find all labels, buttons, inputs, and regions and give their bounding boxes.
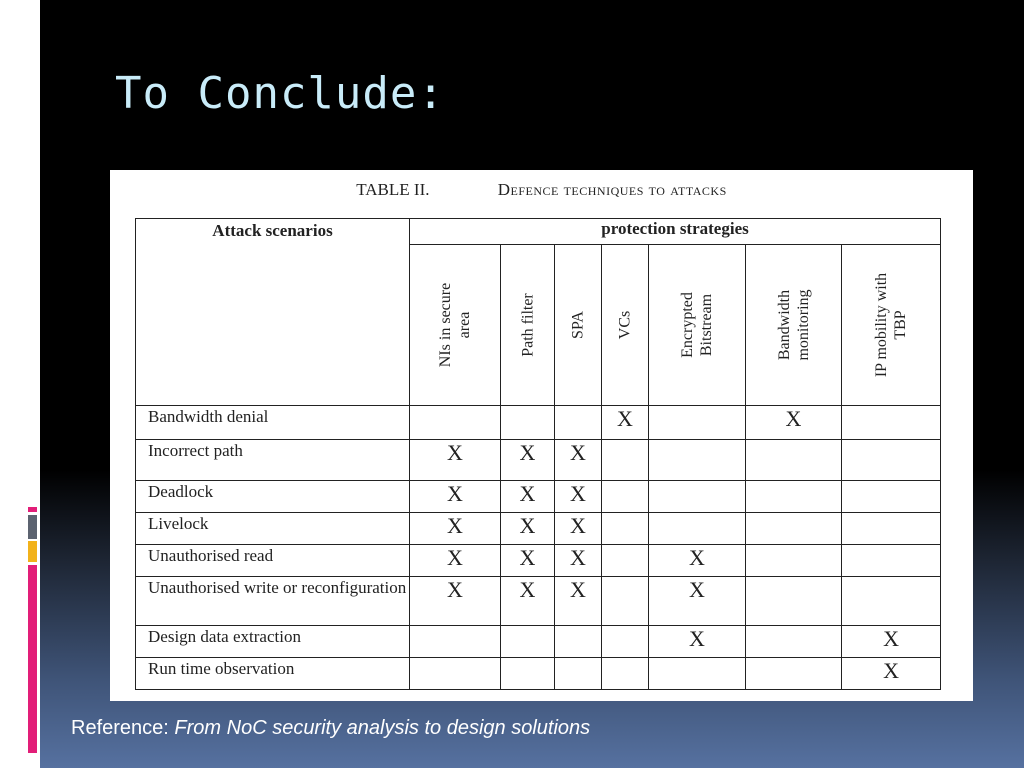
table-cell-mark bbox=[602, 545, 649, 577]
attack-scenario-label: Unauthorised read bbox=[136, 545, 410, 577]
table-cell-mark bbox=[501, 658, 555, 690]
table-cell-mark: X bbox=[410, 513, 501, 545]
table-row bbox=[136, 545, 941, 577]
table-cell-mark bbox=[649, 406, 746, 440]
protection-strategies-header: protection strategies bbox=[410, 219, 941, 245]
table-caption-title: Defence techniques to attacks bbox=[497, 180, 727, 199]
table-cell-mark bbox=[746, 481, 842, 513]
table-cell-mark: X bbox=[555, 513, 602, 545]
table-cell-mark bbox=[555, 406, 602, 440]
table-cell-mark bbox=[410, 658, 501, 690]
attack-scenario-label: Bandwidth denial bbox=[136, 406, 410, 440]
table-cell-mark bbox=[842, 440, 941, 481]
table-cell-mark: X bbox=[501, 440, 555, 481]
table-caption-number: TABLE II. bbox=[356, 180, 430, 199]
table-cell-mark bbox=[555, 626, 602, 658]
strategy-column-header bbox=[410, 245, 501, 406]
table-row bbox=[136, 577, 941, 626]
defence-table bbox=[135, 218, 941, 690]
attack-scenario-label: Deadlock bbox=[136, 481, 410, 513]
attack-scenario-label: Incorrect path bbox=[136, 440, 410, 481]
table-cell-mark bbox=[649, 440, 746, 481]
reference-label: Reference: bbox=[71, 717, 169, 739]
attack-scenario-label: Livelock bbox=[136, 513, 410, 545]
reference-line bbox=[71, 717, 590, 740]
table-cell-mark: X bbox=[842, 658, 941, 690]
table-cell-mark bbox=[501, 626, 555, 658]
strategy-column-header bbox=[501, 245, 555, 406]
table-row bbox=[136, 513, 941, 545]
strategy-column-header bbox=[649, 245, 746, 406]
slide-title: To Conclude: bbox=[115, 68, 445, 119]
table-cell-mark: X bbox=[649, 545, 746, 577]
table-cell-mark: X bbox=[555, 440, 602, 481]
table-cell-mark bbox=[842, 545, 941, 577]
table-caption bbox=[110, 180, 973, 200]
table-cell-mark: X bbox=[746, 406, 842, 440]
table-cell-mark bbox=[842, 481, 941, 513]
table-cell-mark bbox=[746, 626, 842, 658]
strategy-column-label: Path filter bbox=[519, 293, 536, 357]
strategy-column-header bbox=[746, 245, 842, 406]
table-cell-mark bbox=[602, 440, 649, 481]
accent-bar-gray bbox=[28, 515, 37, 539]
table-cell-mark bbox=[602, 481, 649, 513]
reference-title: From NoC security analysis to design solutions bbox=[174, 717, 591, 739]
table-cell-mark bbox=[602, 513, 649, 545]
table-row bbox=[136, 406, 941, 440]
attack-scenario-label: Run time observation bbox=[136, 658, 410, 690]
table-cell-mark bbox=[555, 658, 602, 690]
table-cell-mark: X bbox=[555, 481, 602, 513]
table-row bbox=[136, 626, 941, 658]
table-cell-mark bbox=[410, 406, 501, 440]
table-cell-mark bbox=[746, 513, 842, 545]
table-row bbox=[136, 481, 941, 513]
table-cell-mark: X bbox=[410, 481, 501, 513]
table-cell-mark bbox=[842, 406, 941, 440]
table-cell-mark bbox=[746, 658, 842, 690]
table-cell-mark: X bbox=[501, 513, 555, 545]
strategy-column-label: Encrypted Bitstream bbox=[679, 292, 715, 358]
table-cell-mark bbox=[602, 658, 649, 690]
strategy-column-label: VCs bbox=[616, 310, 634, 340]
table-cell-mark: X bbox=[649, 577, 746, 626]
table-cell-mark: X bbox=[410, 545, 501, 577]
table-cell-mark: X bbox=[602, 406, 649, 440]
attack-scenarios-header: Attack scenarios bbox=[136, 219, 410, 406]
table-row bbox=[136, 658, 941, 690]
table-cell-mark bbox=[746, 440, 842, 481]
table-cell-mark bbox=[746, 545, 842, 577]
table-cell-mark bbox=[842, 577, 941, 626]
table-cell-mark: X bbox=[649, 626, 746, 658]
table-cell-mark: X bbox=[555, 545, 602, 577]
table-cell-mark: X bbox=[501, 481, 555, 513]
attack-scenario-label: Unauthorised write or reconfiguration bbox=[136, 577, 410, 626]
table-cell-mark bbox=[602, 626, 649, 658]
table-image-panel bbox=[110, 170, 973, 701]
attack-scenario-label: Design data extraction bbox=[136, 626, 410, 658]
table-cell-mark: X bbox=[555, 577, 602, 626]
table-cell-mark bbox=[649, 481, 746, 513]
accent-bar-pink-top bbox=[28, 507, 37, 512]
strategy-column-label: NIs in secure area bbox=[437, 282, 473, 368]
table-cell-mark bbox=[746, 577, 842, 626]
table-cell-mark bbox=[842, 513, 941, 545]
table-cell-mark bbox=[602, 577, 649, 626]
strategy-column-label: SPA bbox=[569, 311, 587, 339]
accent-bar-pink bbox=[28, 565, 37, 753]
strategy-column-label: IP mobility with TBP bbox=[873, 272, 910, 378]
table-cell-mark bbox=[649, 658, 746, 690]
strategy-column-header bbox=[602, 245, 649, 406]
table-cell-mark bbox=[649, 513, 746, 545]
table-cell-mark: X bbox=[410, 577, 501, 626]
strategy-column-header bbox=[555, 245, 602, 406]
table-cell-mark bbox=[410, 626, 501, 658]
strategy-column-label: Bandwidth monitoring bbox=[775, 289, 812, 361]
accent-bar-yellow bbox=[28, 541, 37, 562]
table-cell-mark: X bbox=[410, 440, 501, 481]
table-cell-mark: X bbox=[501, 577, 555, 626]
table-cell-mark: X bbox=[842, 626, 941, 658]
table-row bbox=[136, 440, 941, 481]
strategy-column-header bbox=[842, 245, 941, 406]
table-cell-mark bbox=[501, 406, 555, 440]
table-cell-mark: X bbox=[501, 545, 555, 577]
